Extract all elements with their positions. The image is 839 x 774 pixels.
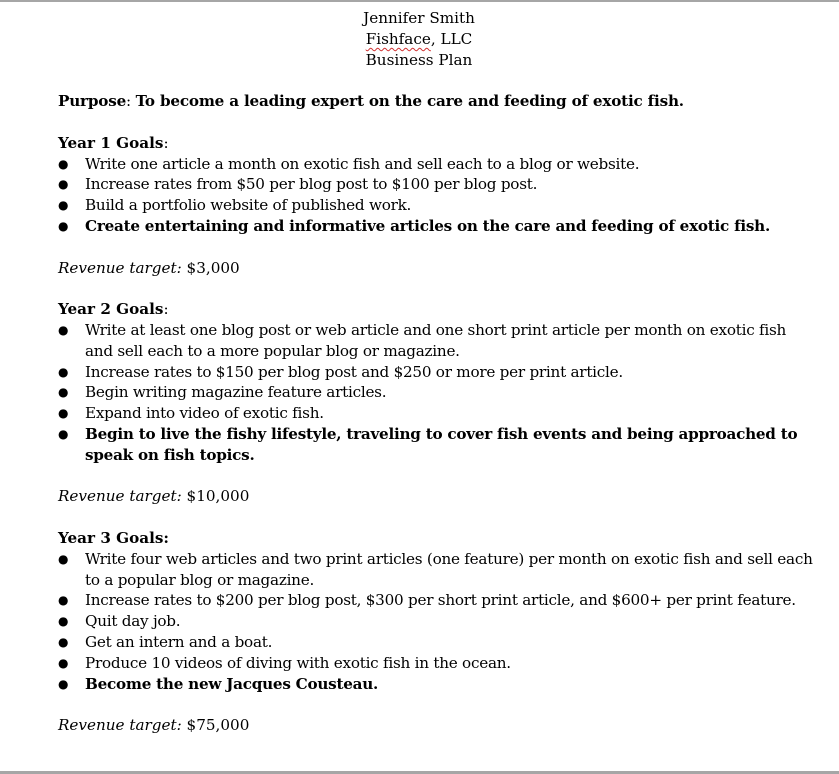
revenue-value: $75,000 xyxy=(181,716,250,735)
company-suffix: , LLC xyxy=(430,29,473,48)
list-item xyxy=(58,362,818,383)
goal-text: Write one article a month on exotic fish and sell each to a blog or website. xyxy=(85,154,640,173)
revenue-value: $3,000 xyxy=(181,258,240,277)
year-3-section xyxy=(58,528,818,736)
year-2-goals-list xyxy=(58,320,818,466)
year-2-heading-colon: : xyxy=(163,300,169,319)
list-item xyxy=(58,174,818,195)
list-item xyxy=(58,549,818,591)
list-item xyxy=(58,216,818,237)
list-item xyxy=(58,154,818,175)
revenue-label: Revenue target: xyxy=(58,487,182,506)
year-3-heading-text: Year 3 Goals: xyxy=(58,528,170,547)
year-2-section xyxy=(58,299,818,507)
document-page xyxy=(58,8,818,736)
year-2-heading xyxy=(58,299,818,320)
list-item xyxy=(58,653,818,674)
revenue-label: Revenue target: xyxy=(58,258,182,277)
list-item xyxy=(58,382,818,403)
goal-text: Increase rates to $150 per blog post and $250 or more per print article. xyxy=(85,362,623,381)
bullet-icon: ● xyxy=(58,385,69,400)
revenue-value: $10,000 xyxy=(181,487,250,506)
bullet-icon: ● xyxy=(58,426,69,441)
company-name xyxy=(58,29,780,50)
goal-text: Quit day job. xyxy=(85,612,181,631)
bullet-icon: ● xyxy=(58,676,69,691)
goal-text: Begin to live the fishy lifestyle, traveling to cover fish events and being approached to speak on fish topics. xyxy=(85,424,798,464)
year-1-heading-text: Year 1 Goals xyxy=(58,133,164,152)
list-item xyxy=(58,320,818,362)
list-item xyxy=(58,674,818,695)
bullet-icon: ● xyxy=(58,218,69,233)
goal-text: Write at least one blog post or web article and one short print article per month on exotic fish and sell each to a more popular blog or magazine. xyxy=(85,320,787,360)
document-header xyxy=(58,8,780,70)
purpose-text: To become a leading expert on the care and feeding of exotic fish. xyxy=(135,92,684,111)
goal-text: Become the new Jacques Cousteau. xyxy=(85,674,379,693)
bullet-icon: ● xyxy=(58,593,69,608)
bullet-icon: ● xyxy=(58,322,69,337)
list-item xyxy=(58,424,818,466)
company-name-misspelled: Fishface xyxy=(365,29,431,48)
list-item xyxy=(58,632,818,653)
year-1-revenue xyxy=(58,258,818,279)
bullet-icon: ● xyxy=(58,406,69,421)
bullet-icon: ● xyxy=(58,634,69,649)
purpose-label: Purpose xyxy=(58,92,127,111)
bullet-icon: ● xyxy=(58,177,69,192)
goal-text: Begin writing magazine feature articles. xyxy=(85,383,387,402)
bullet-icon: ● xyxy=(58,364,69,379)
list-item xyxy=(58,611,818,632)
goal-text: Expand into video of exotic fish. xyxy=(85,404,324,423)
top-border xyxy=(0,0,839,2)
purpose-statement xyxy=(58,91,818,112)
revenue-label: Revenue target: xyxy=(58,716,182,735)
goal-text: Create entertaining and informative articles on the care and feeding of exotic fish. xyxy=(85,216,771,235)
bullet-icon: ● xyxy=(58,156,69,171)
bullet-icon: ● xyxy=(58,551,69,566)
document-title: Business Plan xyxy=(365,50,473,69)
list-item xyxy=(58,403,818,424)
year-3-revenue xyxy=(58,715,818,736)
goal-text: Write four web articles and two print articles (one feature) per month on exotic fish and sell each to a popular blog or magazine. xyxy=(85,549,813,589)
goal-text: Increase rates from $50 per blog post to $100 per blog post. xyxy=(85,175,538,194)
year-1-heading xyxy=(58,133,818,154)
goal-text: Increase rates to $200 per blog post, $300 per short print article, and $600+ per print feature. xyxy=(85,591,796,610)
goal-text: Build a portfolio website of published work. xyxy=(85,196,412,215)
purpose-colon: : xyxy=(126,92,136,111)
year-2-revenue xyxy=(58,486,818,507)
year-3-heading xyxy=(58,528,818,549)
bullet-icon: ● xyxy=(58,655,69,670)
year-1-heading-colon: : xyxy=(163,133,169,152)
bullet-icon: ● xyxy=(58,198,69,213)
list-item xyxy=(58,590,818,611)
author-name: Jennifer Smith xyxy=(363,9,475,27)
goal-text: Produce 10 videos of diving with exotic fish in the ocean. xyxy=(85,653,511,672)
year-1-section xyxy=(58,133,818,279)
year-2-heading-text: Year 2 Goals xyxy=(58,300,164,319)
year-1-goals-list xyxy=(58,154,818,237)
list-item xyxy=(58,195,818,216)
year-3-goals-list xyxy=(58,549,818,695)
bullet-icon: ● xyxy=(58,614,69,629)
goal-text: Get an intern and a boat. xyxy=(85,632,273,651)
